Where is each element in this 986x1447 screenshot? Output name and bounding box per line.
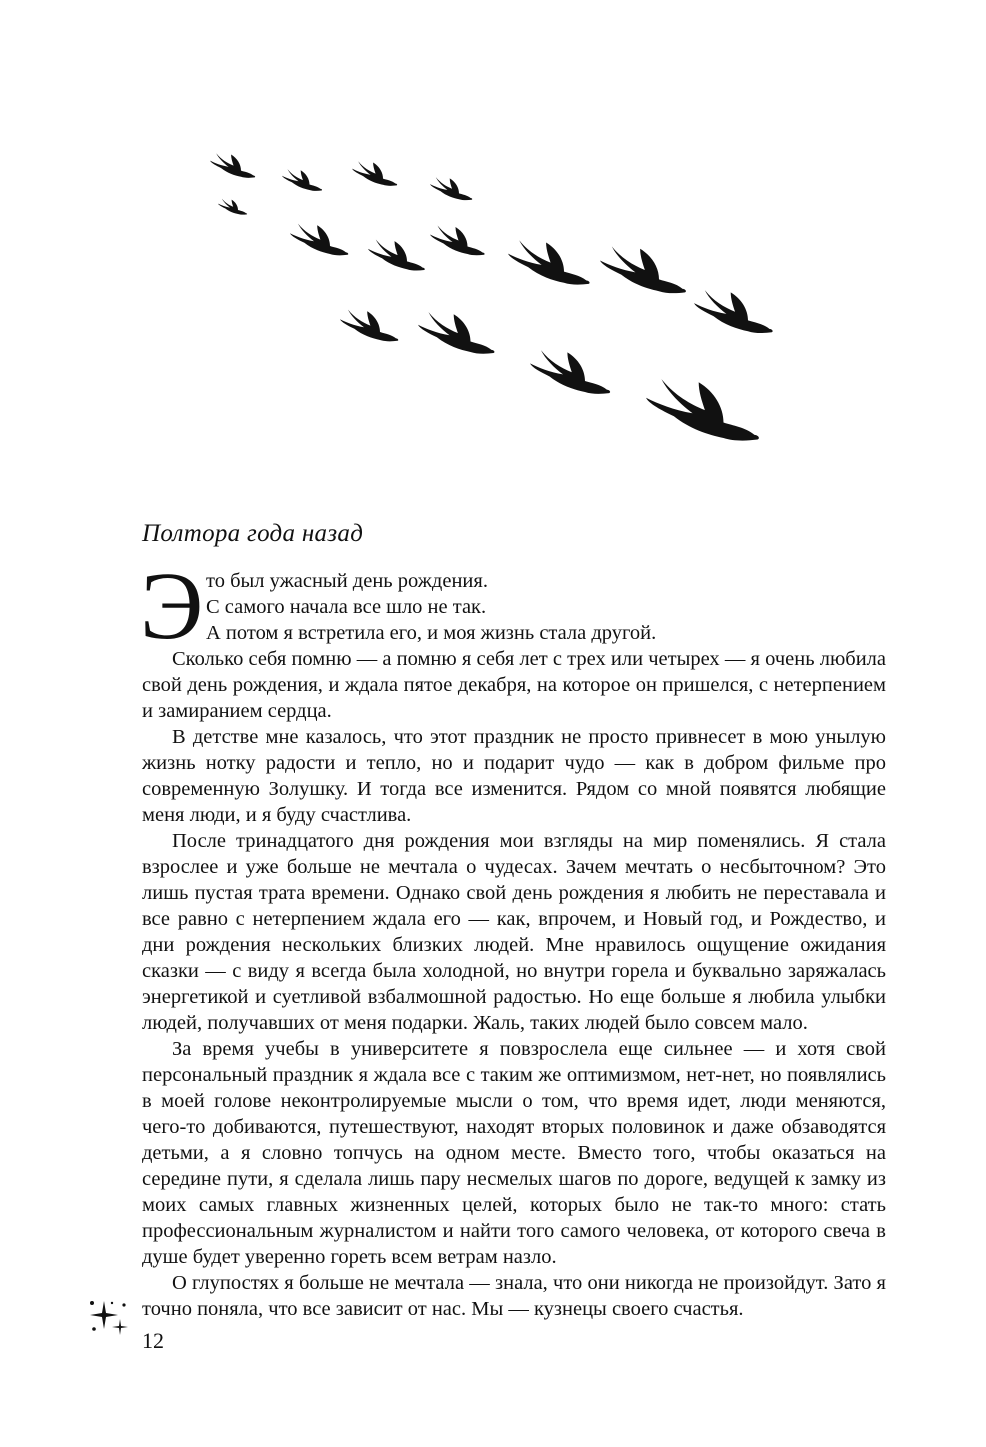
swallow: [290, 224, 348, 256]
swallow: [340, 310, 398, 342]
body-text: [140, 552, 886, 1322]
paragraph: После тринадцатого дня рождения мои взгляды на мир поменялись. Я стала взрослее и уже больше не мечтала о чудесах. Зачем мечтать о несбыточном? Это лишь пустая трата времени. Однако свой день рождения я любить не переставала и все равно с нетерпением ждала его — как, впрочем, и Новый год, и Рождество, и дни рождения нескольких близких людей. Мне нравилось ощущение ожидания сказки — с виду я всегда была холодной, но внутри горела и буквально заряжалась энергетикой и суетливой взбалмошной радостью. Но еще больше я любила улыбки людей, получавших от меня подарки. Жаль, таких людей было совсем мало.: [142, 830, 886, 1034]
swallow: [282, 169, 322, 191]
chapter-subtitle: Полтора года назад: [142, 520, 364, 547]
paragraph: В детстве мне казалось, что этот праздник не просто привнесет в мою унылую жизнь нотку радости и тепло, но и подарит чудо — как в добром фильме про современную Золушку. И тогда все изменится. Рядом со мной появятся любящие меня люди, и я буду счастлива.: [142, 726, 886, 826]
page-number: 12: [142, 1328, 164, 1353]
swallow: [352, 161, 397, 186]
swallow: [508, 240, 590, 284]
swallow: [430, 226, 485, 256]
swallow: [218, 199, 247, 215]
opening-line: А потом я встретила его, и моя жизнь стала другой.: [206, 622, 657, 644]
sparkle-stars-icon: [84, 1297, 132, 1337]
drop-cap: Э: [140, 552, 204, 659]
swallow: [600, 246, 686, 293]
opening-block: [140, 552, 886, 659]
swallow: [646, 379, 759, 440]
opening-lines: [206, 568, 886, 646]
swallow: [210, 153, 255, 178]
swallow: [430, 177, 472, 200]
opening-line: то был ужасный день рождения.: [206, 570, 488, 592]
swallow: [418, 312, 494, 354]
swallow: [694, 290, 773, 333]
swallow: [530, 350, 610, 394]
swallows-illustration: [190, 140, 810, 480]
paragraph: О глупостях я больше не мечтала — знала, что они никогда не произойдут. Зато я точно поняла, что все зависит от нас. Мы — кузнецы своего счастья.: [142, 1272, 886, 1320]
paragraph: За время учебы в университете я повзрослела еще сильнее — и хотя свой персональный праздник я ждала все с таким же оптимизмом, нет-нет, но появлялись в моей голове неконтролируемые мысли о том, что время идет, люди меняются, чего-то добиваются, путешествуют, находят вторых половинок и даже обзаводятся детьми, а я словно топчусь на одном месте. Вместо того, чтобы оказаться на середине пути, я сделала лишь пару несмелых шагов по дороге, ведущей к замку из моих самых главных жизненных целей, которых было не так-то много: стать профессиональным журналистом и найти того самого человека, от которого свеча в душе будет уверенно гореть всем ветрам назло.: [142, 1038, 886, 1268]
opening-line: С самого начала все шло не так.: [206, 596, 487, 618]
paragraph: Сколько себя помню — а помню я себя лет с трех или четырех — я очень любила свой день рождения, и ждала пятое декабря, на которое он пришелся, с нетерпением и замиранием сердца.: [142, 648, 886, 722]
swallow: [368, 240, 425, 271]
